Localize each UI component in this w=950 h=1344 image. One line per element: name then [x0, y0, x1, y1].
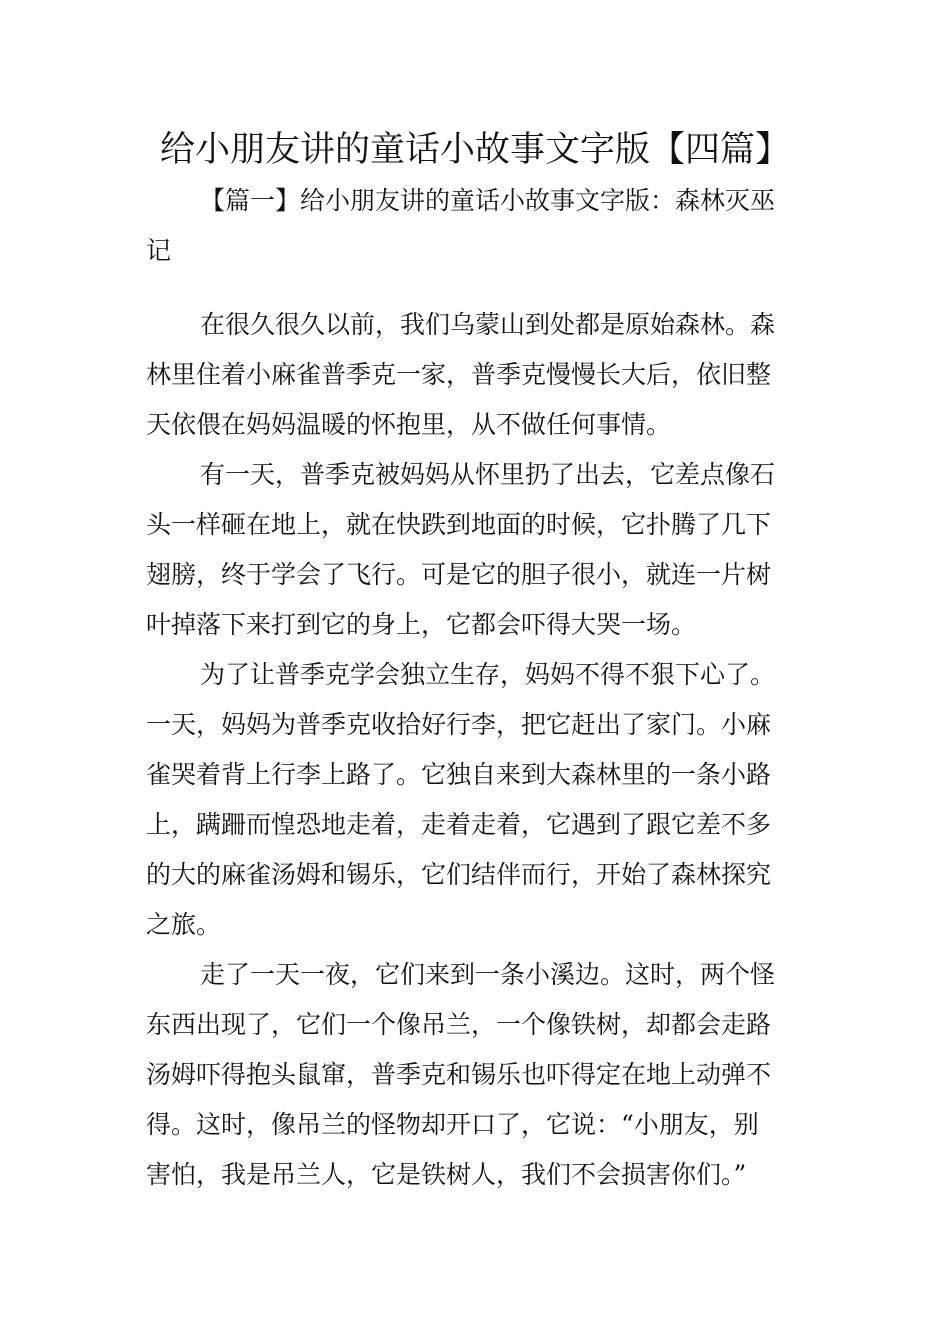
paragraph-line: 翅膀，终于学会了飞行。可是它的胆子很小，就连一片树 — [146, 560, 772, 589]
section-heading-line: 记 — [146, 236, 172, 265]
paragraph-line: 天依偎在妈妈温暖的怀抱里，从不做任何事情。 — [146, 410, 672, 439]
paragraph-line: 走了一天一夜，它们来到一条小溪边。这时，两个怪 — [200, 960, 776, 989]
section-heading-line: 【篇一】给小朋友讲的童话小故事文字版：森林灭巫 — [200, 186, 776, 215]
paragraph-line: 在很久很久以前，我们乌蒙山到处都是原始森林。森 — [200, 310, 776, 339]
paragraph-line: 林里住着小麻雀普季克一家，普季克慢慢长大后，依旧整 — [146, 360, 772, 389]
paragraph-line: 上，蹒跚而惶恐地走着，走着走着，它遇到了跟它差不多 — [146, 810, 772, 839]
paragraph-line: 的大的麻雀汤姆和锡乐，它们结伴而行，开始了森林探究 — [146, 860, 772, 889]
paragraph-line: 汤姆吓得抱头鼠窜，普季克和锡乐也吓得定在地上动弹不 — [146, 1060, 772, 1089]
section-heading — [146, 176, 808, 276]
paragraph-line: 东西出现了，它们一个像吊兰，一个像铁树，却都会走路 — [146, 1010, 772, 1039]
paragraph-line: 有一天，普季克被妈妈从怀里扔了出去，它差点像石 — [200, 460, 776, 489]
paragraph-line: 叶掉落下来打到它的身上，它都会吓得大哭一场。 — [146, 610, 697, 639]
paragraph-line: 为了让普季克学会独立生存，妈妈不得不狠下心了。 — [200, 660, 776, 689]
paragraph — [146, 650, 808, 950]
paragraph — [146, 950, 808, 1200]
paragraph-line: 头一样砸在地上，就在快跌到地面的时候，它扑腾了几下 — [146, 510, 772, 539]
paragraph — [146, 450, 808, 650]
document-body — [146, 300, 808, 1200]
paragraph-line: 得。这时，像吊兰的怪物却开口了，它说：“小朋友，别 — [146, 1110, 759, 1139]
document-title: 给小朋友讲的童话小故事文字版【四篇】 — [159, 130, 790, 170]
paragraph-line: 之旅。 — [146, 910, 222, 939]
paragraph — [146, 300, 808, 450]
paragraph-line: 雀哭着背上行李上路了。它独自来到大森林里的一条小路 — [146, 760, 772, 789]
paragraph-line: 一天，妈妈为普季克收拾好行李，把它赶出了家门。小麻 — [146, 710, 772, 739]
paragraph-line: 害怕，我是吊兰人，它是铁树人，我们不会损害你们。” — [146, 1160, 747, 1189]
